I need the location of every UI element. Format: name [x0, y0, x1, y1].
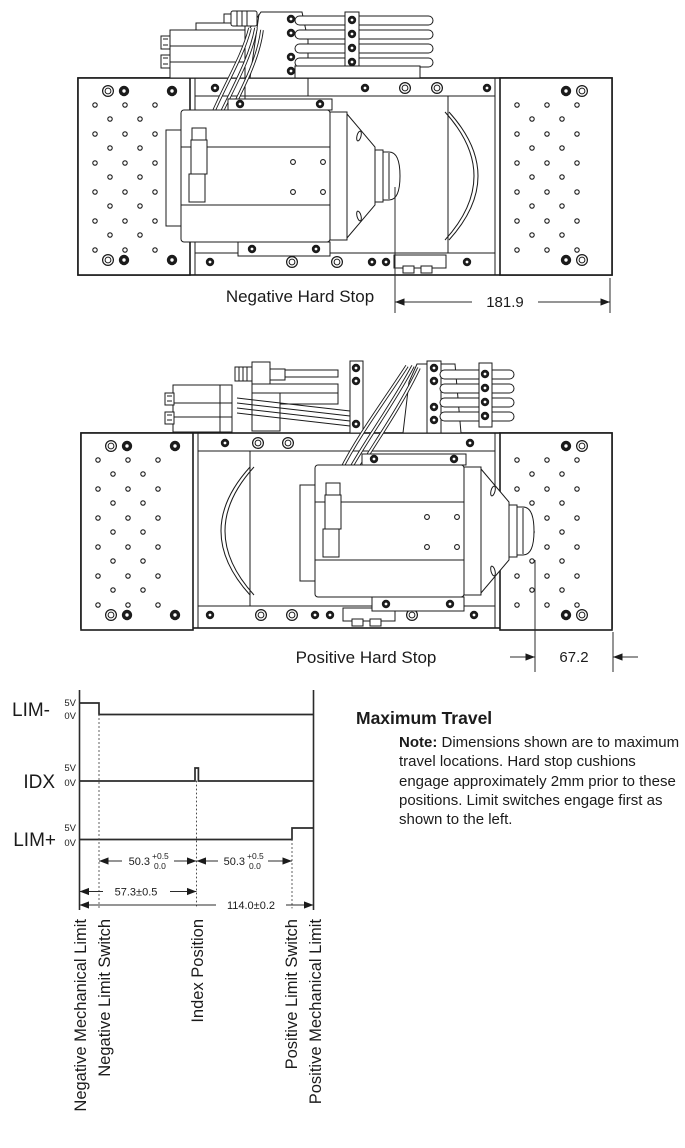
timing-diagram	[12, 690, 325, 1112]
encoder-block	[173, 385, 232, 432]
dim-value: 114.0±0.2	[226, 900, 276, 912]
dim-tol-minus: 0.0	[249, 861, 261, 871]
dim-value: 50.3	[128, 856, 150, 868]
position-label-positive-limit-switch: Positive Limit Switch	[283, 919, 301, 1070]
lim-plus-label: LIM+	[13, 830, 56, 851]
positive-hard-stop-label: Positive Hard Stop	[295, 648, 437, 667]
cable-clamp	[325, 495, 341, 529]
dimension-neg-limit-to-index	[99, 851, 197, 871]
note-title: Maximum Travel	[356, 708, 493, 728]
dimension-index-to-pos-limit	[197, 851, 293, 871]
negative-hard-stop-label: Negative Hard Stop	[225, 287, 375, 306]
lim-minus-label: LIM-	[12, 700, 50, 721]
dim-tol-plus: +0.5	[247, 851, 264, 861]
position-label-positive-mechanical-limit: Positive Mechanical Limit	[307, 919, 325, 1105]
voltage-label: 5V	[64, 763, 76, 774]
note-text: Dimensions shown are to maximum travel locations. Hard stop cushions engage approximately 2mm prior to these positions. Limit switches engage first as shown to the left.	[399, 734, 680, 829]
bearing-arc	[221, 467, 254, 595]
bearing-arc	[445, 112, 478, 240]
dim-value: 50.3	[223, 856, 245, 868]
tube-manifold	[295, 12, 433, 78]
base-plate-left	[81, 433, 193, 630]
position-label-negative-mechanical-limit: Negative Mechanical Limit	[72, 919, 90, 1112]
maximum-travel-note	[356, 708, 682, 830]
dim-tol-plus: +0.5	[152, 851, 169, 861]
voltage-label: 5V	[64, 823, 76, 834]
motor-assembly-positive	[300, 454, 534, 611]
base-plate-right	[500, 78, 612, 275]
dim-tol-minus: 0.0	[154, 861, 166, 871]
lim-minus-trace	[80, 703, 314, 715]
note-body	[399, 733, 685, 830]
motor-assembly-negative	[166, 99, 400, 256]
dimension-value-negative: 181.9	[486, 294, 524, 311]
position-label-negative-limit-switch: Negative Limit Switch	[96, 919, 114, 1077]
note-label: Note:	[399, 734, 438, 751]
nose-tip	[517, 507, 534, 555]
dimension-value-positive: 67.2	[559, 649, 589, 666]
nose-tip	[383, 152, 400, 200]
voltage-label: 0V	[64, 711, 76, 722]
lead-screw	[285, 370, 338, 377]
idx-trace	[80, 768, 314, 781]
voltage-label: 5V	[64, 698, 76, 709]
stage-view-positive	[81, 361, 638, 672]
voltage-label: 0V	[64, 838, 76, 849]
dim-value: 57.3±0.5	[114, 886, 158, 899]
voltage-label: 0V	[64, 778, 76, 789]
idx-label: IDX	[23, 772, 55, 793]
stage-view-negative	[78, 11, 612, 313]
top-connector	[231, 11, 257, 26]
position-label-index-position: Index Position	[189, 919, 207, 1023]
dimension-mech-to-index	[80, 887, 197, 899]
cable-clamp	[191, 140, 207, 174]
